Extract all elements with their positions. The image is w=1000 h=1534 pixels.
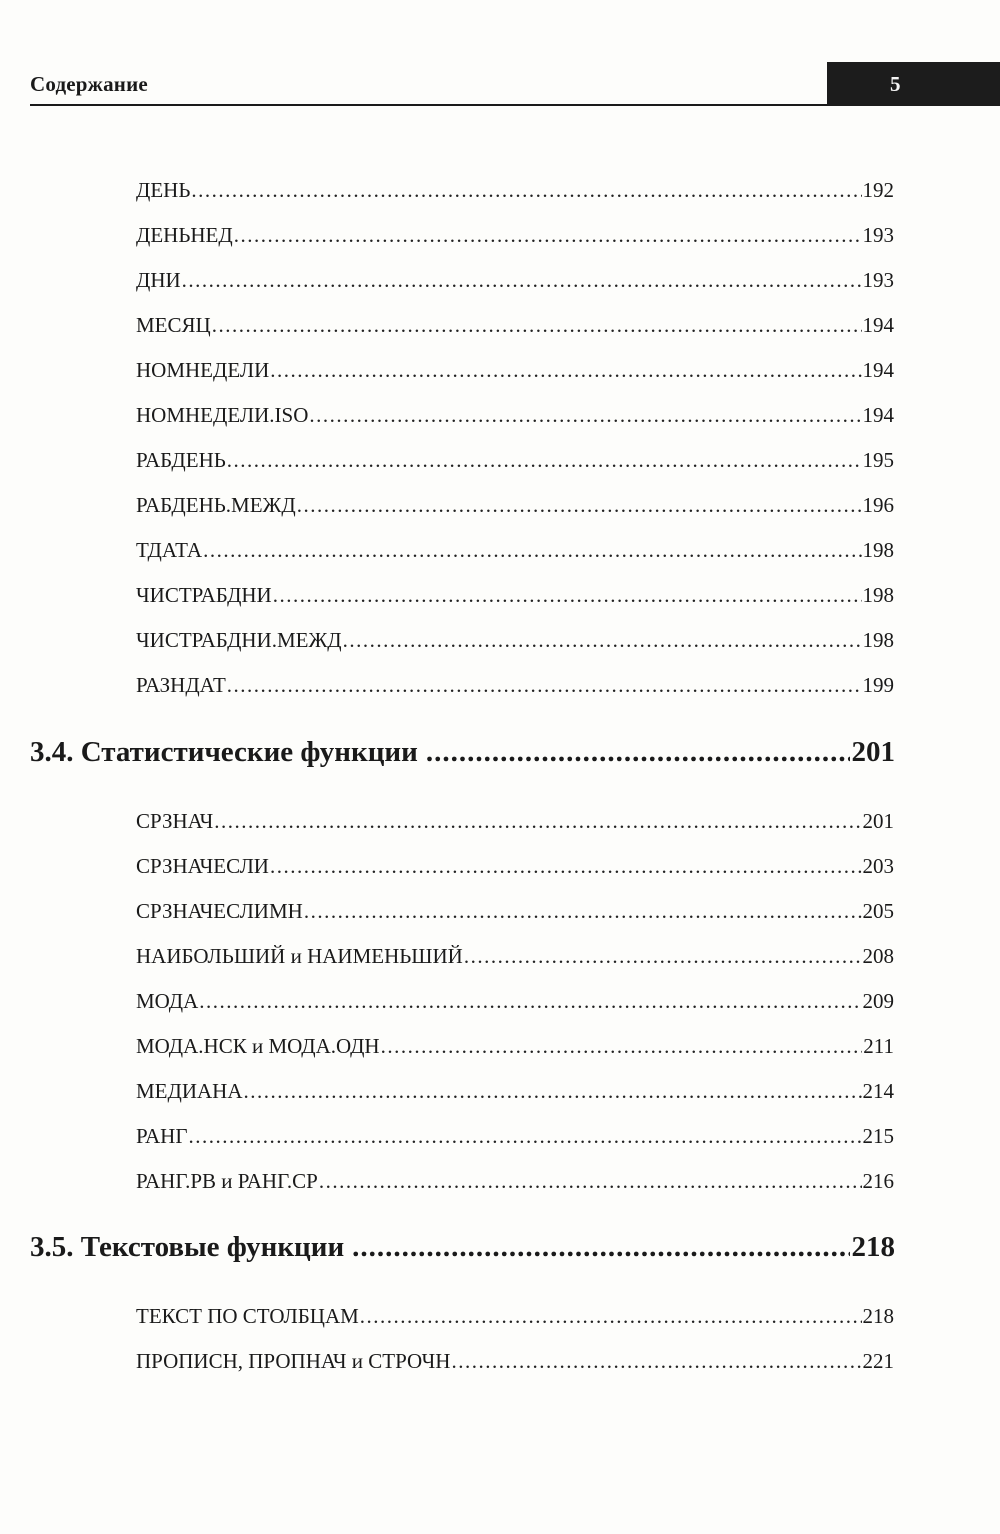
section-heading-label: 3.5. Текстовые функции [30, 1231, 345, 1263]
toc-entry-page: 194 [862, 313, 894, 337]
toc-entry-label: ДНИ [136, 268, 181, 292]
toc-entry-page: 199 [862, 673, 894, 697]
toc-entry-page: 215 [862, 1124, 894, 1148]
toc-entry[interactable] [136, 628, 894, 658]
dot-leader [212, 313, 862, 338]
toc-entry[interactable] [136, 403, 894, 433]
toc-entry-page: 208 [862, 944, 894, 968]
dot-leader [199, 989, 861, 1014]
toc-entry-label: МОДА.НСК и МОДА.ОДН [136, 1034, 380, 1058]
toc-entry-label: РАБДЕНЬ [136, 448, 226, 472]
toc-entry[interactable] [136, 1169, 894, 1199]
toc-entry[interactable] [136, 358, 894, 388]
dot-leader [309, 403, 861, 428]
toc-entry-label: ТДАТА [136, 538, 203, 562]
toc-entry-label: МЕСЯЦ [136, 313, 211, 337]
toc-entry[interactable] [136, 538, 894, 568]
toc-entry-page: 193 [862, 268, 894, 292]
toc-entry-page: 194 [862, 358, 894, 382]
toc-entry-label: РАБДЕНЬ.МЕЖД [136, 493, 296, 517]
toc-entry-label: РАЗНДАТ [136, 673, 226, 697]
toc-entry[interactable] [136, 989, 894, 1019]
header-rule [30, 104, 830, 106]
toc-entry[interactable] [136, 1124, 894, 1154]
toc-entry-label: ПРОПИСН, ПРОПНАЧ и СТРОЧН [136, 1349, 451, 1373]
dot-leader [343, 628, 862, 653]
toc-entry[interactable] [136, 583, 894, 613]
toc-entry-page: 194 [862, 403, 894, 427]
toc-entry-label: ДЕНЬ [136, 178, 191, 202]
dot-leader [297, 493, 862, 518]
toc-entry-page: 198 [862, 628, 894, 652]
dot-leader [451, 1349, 861, 1374]
toc-entry[interactable] [136, 854, 894, 884]
dot-leader [244, 1079, 862, 1104]
toc-entry-page: 195 [862, 448, 894, 472]
toc-entry-page: 193 [862, 223, 894, 247]
toc-entry[interactable] [136, 448, 894, 478]
toc-entry[interactable] [136, 493, 894, 523]
toc-entry[interactable] [136, 1079, 894, 1109]
toc-entry[interactable] [136, 1304, 894, 1334]
dot-leader [352, 1231, 849, 1264]
toc-entry-page: 196 [862, 493, 894, 517]
toc-entry-page: 201 [862, 809, 894, 833]
dot-leader [188, 1124, 861, 1149]
dot-leader [203, 538, 861, 563]
toc-entry-page: 211 [863, 1034, 894, 1058]
toc-entry[interactable] [136, 899, 894, 929]
page-number: 5 [890, 72, 901, 96]
section-heading-page: 218 [851, 1231, 895, 1263]
toc-entry-label: НАИБОЛЬШИЙ и НАИМЕНЬШИЙ [136, 944, 463, 968]
section-heading-3-5[interactable] [30, 1231, 895, 1271]
toc-entry[interactable] [136, 313, 894, 343]
toc-entry-label: РАНГ [136, 1124, 188, 1148]
toc-entry-page: 192 [862, 178, 894, 202]
toc-entry[interactable] [136, 673, 894, 703]
dot-leader [191, 178, 861, 203]
toc-entry[interactable] [136, 223, 894, 253]
toc-entry-label: СРЗНАЧЕСЛИ [136, 854, 269, 878]
toc-entry-label: МОДА [136, 989, 199, 1013]
toc-entry[interactable] [136, 1349, 894, 1379]
toc-entry-label: ДЕНЬНЕД [136, 223, 233, 247]
dot-leader [227, 673, 862, 698]
toc-entry-page: 221 [862, 1349, 894, 1373]
dot-leader [426, 736, 850, 769]
dot-leader [182, 268, 862, 293]
toc-entry-label: СРЗНАЧЕСЛИМН [136, 899, 303, 923]
toc-entry-label: ТЕКСТ ПО СТОЛБЦАМ [136, 1304, 359, 1328]
toc-entry-label: НОМНЕДЕЛИ.ISO [136, 403, 309, 427]
dot-leader [319, 1169, 862, 1194]
header-title: Содержание [30, 72, 148, 96]
toc-entry-page: 198 [862, 583, 894, 607]
toc-entry-label: МЕДИАНА [136, 1079, 243, 1103]
toc-entry-label: СРЗНАЧ [136, 809, 214, 833]
toc-entry-page: 209 [862, 989, 894, 1013]
toc-entry[interactable] [136, 1034, 894, 1064]
toc-entry-page: 198 [862, 538, 894, 562]
section-heading-label: 3.4. Статистические функции [30, 736, 418, 768]
toc-entry-page: 203 [862, 854, 894, 878]
dot-leader [464, 944, 862, 969]
toc-entry[interactable] [136, 178, 894, 208]
dot-leader [234, 223, 862, 248]
toc-entry[interactable] [136, 268, 894, 298]
section-heading-3-4[interactable] [30, 736, 895, 776]
dot-leader [270, 358, 861, 383]
toc-entry[interactable] [136, 944, 894, 974]
page-number-box [827, 62, 1000, 106]
dot-leader [381, 1034, 863, 1059]
toc-entry-label: РАНГ.РВ и РАНГ.СР [136, 1169, 318, 1193]
toc-entry-label: ЧИСТРАБДНИ.МЕЖД [136, 628, 342, 652]
toc-entry[interactable] [136, 809, 894, 839]
toc-entry-label: НОМНЕДЕЛИ [136, 358, 270, 382]
dot-leader [304, 899, 862, 924]
toc-entry-page: 218 [862, 1304, 894, 1328]
toc-entry-label: ЧИСТРАБДНИ [136, 583, 272, 607]
section-heading-page: 201 [851, 736, 895, 768]
dot-leader [270, 854, 862, 879]
dot-leader [227, 448, 862, 473]
toc-entry-page: 205 [862, 899, 894, 923]
toc-entry-page: 214 [862, 1079, 894, 1103]
dot-leader [273, 583, 862, 608]
page-header [30, 62, 1000, 106]
dot-leader [360, 1304, 862, 1329]
dot-leader [214, 809, 861, 834]
toc-entry-page: 216 [862, 1169, 894, 1193]
